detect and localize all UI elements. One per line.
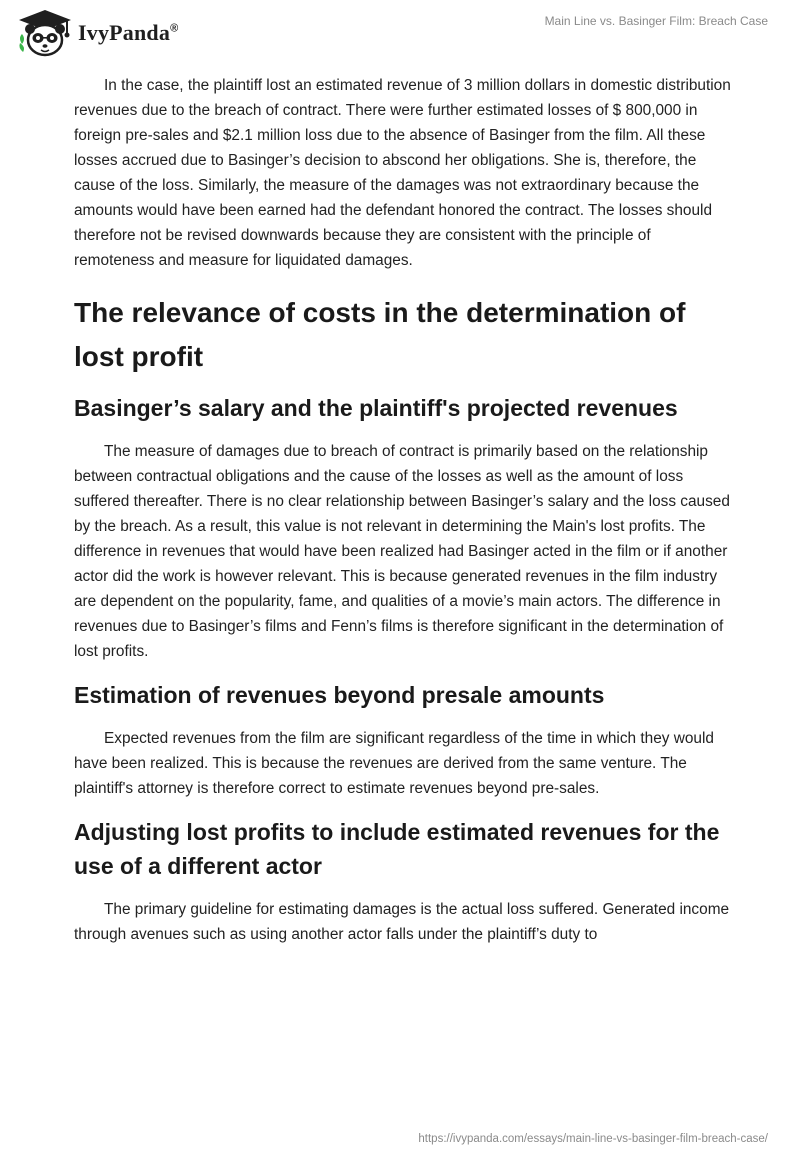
paragraph: Expected revenues from the film are significant regardless of the time in which they would have been realized. This is because the revenues are derived from the same venture. The plaintiff's attorney is therefore correct to estimate revenues beyond pre-sales. — [74, 730, 714, 797]
paragraph: The primary guideline for estimating damages is the actual loss suffered. Generated income through avenues such as using another actor falls under the plaintiff’s duty to — [74, 901, 730, 943]
paragraph: In the case, the plaintiff lost an estimated revenue of 3 million dollars in domestic distribution revenues due to the breach of contract. There were further estimated losses of $ 800,000 in foreign pre-sales and $2.1 million loss due to the absence of Basinger from the film. All these losses accrued due to Basinger’s decision to abscond her obligations. She is, therefore, the cause of the loss. Similarly, the measure of the damages was not extraordinary because the amounts would have been earned had the defendant honored the contract. The losses should therefore not be revised downwards because they are consistent with the principle of remoteness and measure for liquidated damages. — [74, 77, 731, 269]
logo-text: IvyPanda® — [78, 20, 179, 45]
page-header — [0, 0, 800, 70]
subsection-heading: Adjusting lost profits to include estimated revenues for the use of a different actor — [74, 819, 720, 879]
essay-content — [74, 70, 734, 961]
subsection-heading: Basinger’s salary and the plaintiff's projected revenues — [74, 395, 678, 421]
document-title: Main Line vs. Basinger Film: Breach Case — [544, 14, 768, 28]
ivypanda-logo[interactable] — [16, 8, 178, 58]
section-heading: The relevance of costs in the determination of lost profit — [74, 297, 686, 372]
source-url[interactable]: https://ivypanda.com/essays/main-line-vs-basinger-film-breach-case/ — [418, 1133, 768, 1145]
subsection-heading: Estimation of revenues beyond presale amounts — [74, 682, 605, 708]
panda-graduate-icon — [16, 8, 74, 58]
paragraph: The measure of damages due to breach of contract is primarily based on the relationship between contractual obligations and the cause of the losses as well as the amount of loss suffered thereafter. There is no clear relationship between Basinger’s salary and the loss caused by the breach. As a result, this value is not relevant in determining the Main's lost profits. The difference in revenues that would have been realized had Basinger acted in the film or if another actor did the work is however relevant. This is because generated revenues in the film industry are dependent on the popularity, fame, and qualities of a movie’s main actors. The difference in revenues due to Basinger’s films and Fenn’s films is therefore significant in the determination of lost profits. — [74, 443, 730, 660]
